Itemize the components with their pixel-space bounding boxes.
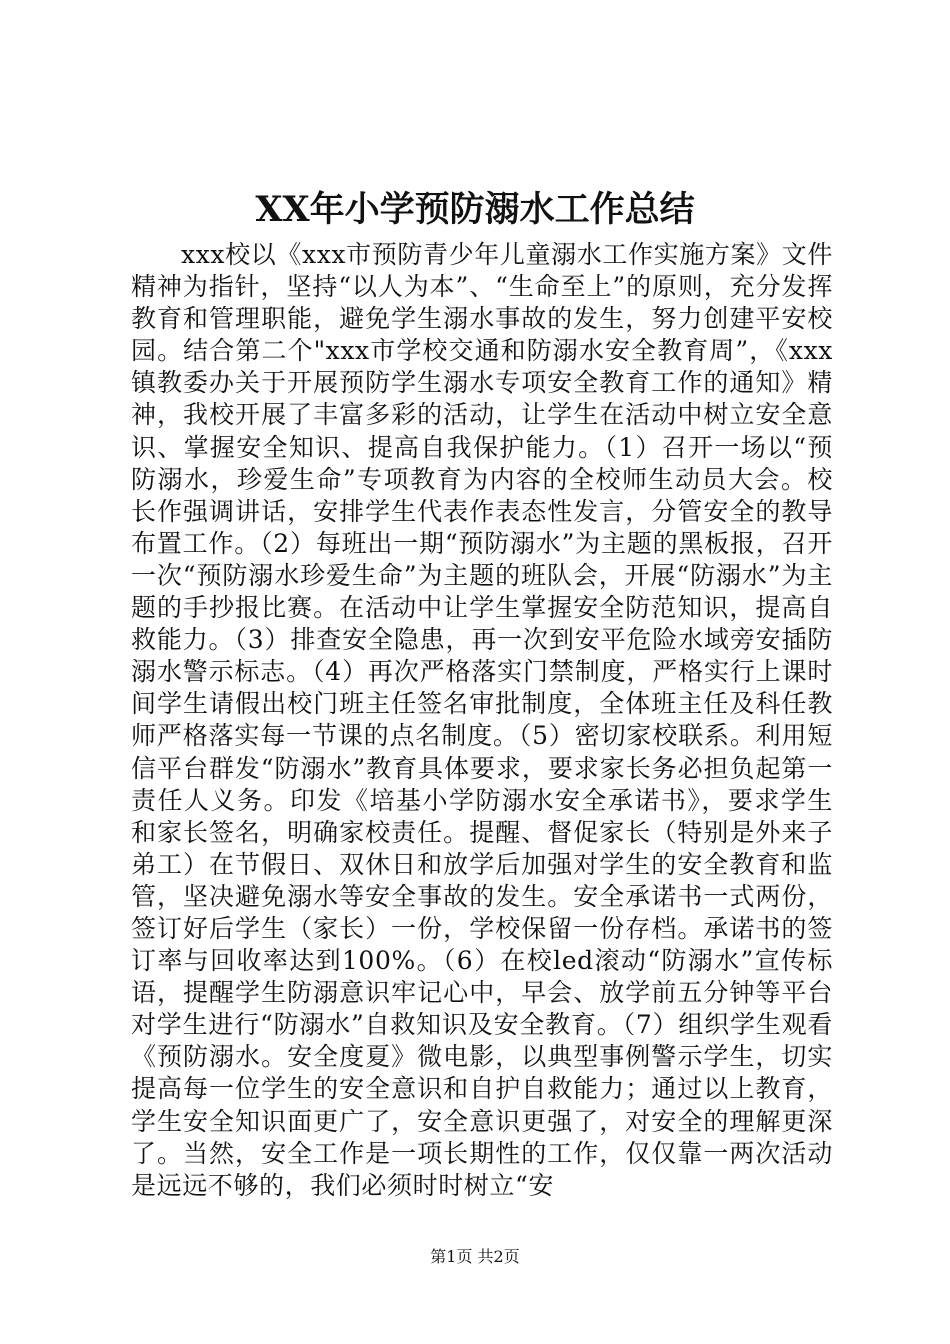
document-title: XX年小学预防溺水工作总结 — [255, 189, 695, 230]
page-number-footer: 第1页 共2页 — [430, 1247, 520, 1266]
document-body-paragraph: xxx校以《xxx市预防青少年儿童溺水工作实施方案》文件精神为指针，坚持“以人为本”、“生命至上”的原则，充分发挥教育和管理职能，避免学生溺水事故的发生，努力创建平安校园。结合第二个"xxx市学校交通和防溺水安全教育周”，《xxx镇教委办关于开展预防学生溺水专项安全教育工作的通知》精神，我校开展了丰富多彩的活动，让学生在活动中树立安全意识、掌握安全知识、提高自我保护能力。（1）召开一场以“预防溺水，珍爱生命”专项教育为内容的全校师生动员大会。校长作强调讲话，安排学生代表作表态性发言，分管安全的教导布置工作。（2）每班出一期“预防溺水”为主题的黑板报，召开一次“预防溺水珍爱生命”为主题的班队会，开展“防溺水”为主题的手抄报比赛。在活动中让学生掌握安全防范知识，提高自救能力。（3）排查安全隐患，再一次到安平危险水域旁安插防溺水警示标志。（4）再次严格落实门禁制度，严格实行上课时间学生请假出校门班主任签名审批制度，全体班主任及科任教师严格落实每一节课的点名制度。（5）密切家校联系。利用短信平台群发“防溺水”教育具体要求，要求家长务必担负起第一责任人义务。印发《培基小学防溺水安全承诺书》，要求学生和家长签名，明确家校责任。提醒、督促家长（特别是外来子弟工）在节假日、双休日和放学后加强对学生的安全教育和监管，坚决避免溺水等安全事故的发生。安全承诺书一式两份，签订好后学生（家长）一份，学校保留一份存档。承诺书的签订率与回收率达到100%。（6）在校led滚动“防溺水”宣传标语，提醒学生防溺意识牢记心中，早会、放学前五分钟等平台对学生进行“防溺水”自救知识及安全教育。（7）组织学生观看《预防溺水。安全度夏》微电影，以典型事例警示学生，切实提高每一位学生的安全意识和自护自救能力；通过以上教育，学生安全知识面更广了，安全意识更强了，对安全的理解更深了。当然，安全工作是一项长期性的工作，仅仅靠一两次活动是远远不够的，我们必须时时树立“安 — [131, 240, 833, 1200]
